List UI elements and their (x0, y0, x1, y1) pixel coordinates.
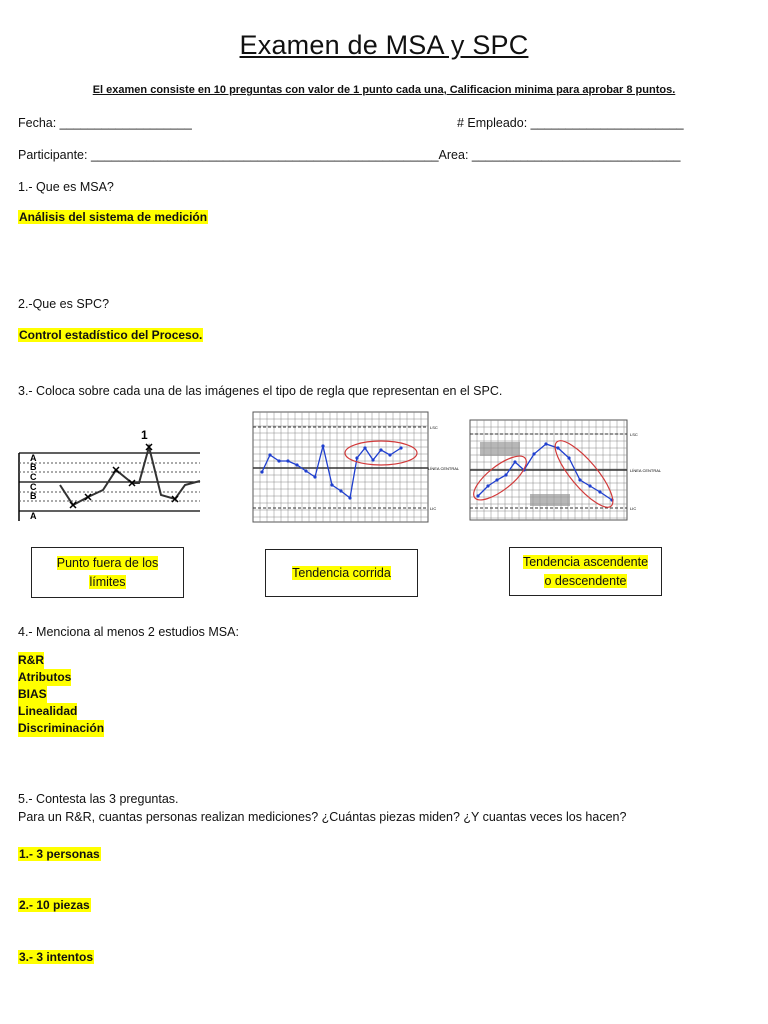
zone-label: B (30, 462, 37, 472)
fecha-field[interactable]: Fecha: ___________________ (18, 116, 192, 130)
participante-area-field[interactable]: Participante: __________________________________________________Area: ______________________________ (18, 148, 681, 162)
zone-label: C (30, 482, 37, 492)
lcl-label: LIC (630, 506, 637, 511)
answer-box-trend[interactable] (509, 547, 662, 596)
box-text: o descendente (544, 573, 627, 588)
lcl-label: LIC (430, 506, 437, 511)
trend-chart-image (470, 420, 670, 520)
exam-instructions: El examen consiste en 10 preguntas con valor de 1 punto cada una, Calificacion minima para aprobar 8 puntos. (92, 84, 676, 96)
list-item: BIAS (18, 687, 47, 701)
answer-5-2: 2.- 10 piezas (19, 898, 90, 912)
answer-2: Control estadístico del Proceso. (19, 328, 203, 342)
run-chart-image (253, 412, 460, 522)
center-line-label: LÍNEA CENTRAL (428, 466, 460, 471)
question-3: 3.- Coloca sobre cada una de las imágenes el tipo de regla que representan en el SPC. (18, 384, 503, 398)
empleado-field[interactable]: # Empleado: ______________________ (457, 116, 684, 130)
annotation-label-box (480, 442, 520, 456)
box-text: límites (89, 574, 126, 589)
ucl-label: LSC (430, 425, 438, 430)
answer-1: Análisis del sistema de medición (19, 210, 208, 224)
question-5-prompt: Para un R&R, cuantas personas realizan mediciones? ¿Cuántas piezas miden? ¿Y cuantas veces los hacen? (18, 810, 627, 824)
list-item: Atributos (18, 670, 72, 684)
zone-label: B (30, 491, 37, 501)
answer-box-out-of-limits[interactable] (31, 547, 184, 598)
list-item: Discriminación (18, 721, 105, 735)
rule-number-marker: 1 (141, 428, 148, 442)
question-2: 2.-Que es SPC? (18, 297, 110, 311)
page-title: Examen de MSA y SPC (239, 30, 529, 60)
list-item: Linealidad (18, 704, 78, 718)
center-line-label: LÍNEA CENTRAL (630, 468, 662, 473)
answer-box-run[interactable] (265, 549, 418, 597)
box-text: Tendencia ascendente (522, 554, 649, 569)
zone-label: C (30, 472, 37, 482)
annotation-label-box (530, 494, 570, 506)
zone-chart-image (15, 425, 200, 525)
box-text: Punto fuera de los (56, 555, 159, 570)
question-5: 5.- Contesta las 3 preguntas. (18, 792, 179, 806)
zone-label: A (30, 453, 37, 463)
list-item: R&R (18, 653, 44, 667)
answer-5-3: 3.- 3 intentos (19, 950, 94, 964)
answer-5-1: 1.- 3 personas (19, 847, 100, 861)
answer-4-list (18, 652, 104, 737)
zone-label: A (30, 511, 37, 521)
ucl-label: LSC (630, 432, 638, 437)
box-text: Tendencia corrida (292, 565, 391, 580)
question-4: 4.- Menciona al menos 2 estudios MSA: (18, 625, 239, 639)
question-1: 1.- Que es MSA? (18, 180, 114, 194)
